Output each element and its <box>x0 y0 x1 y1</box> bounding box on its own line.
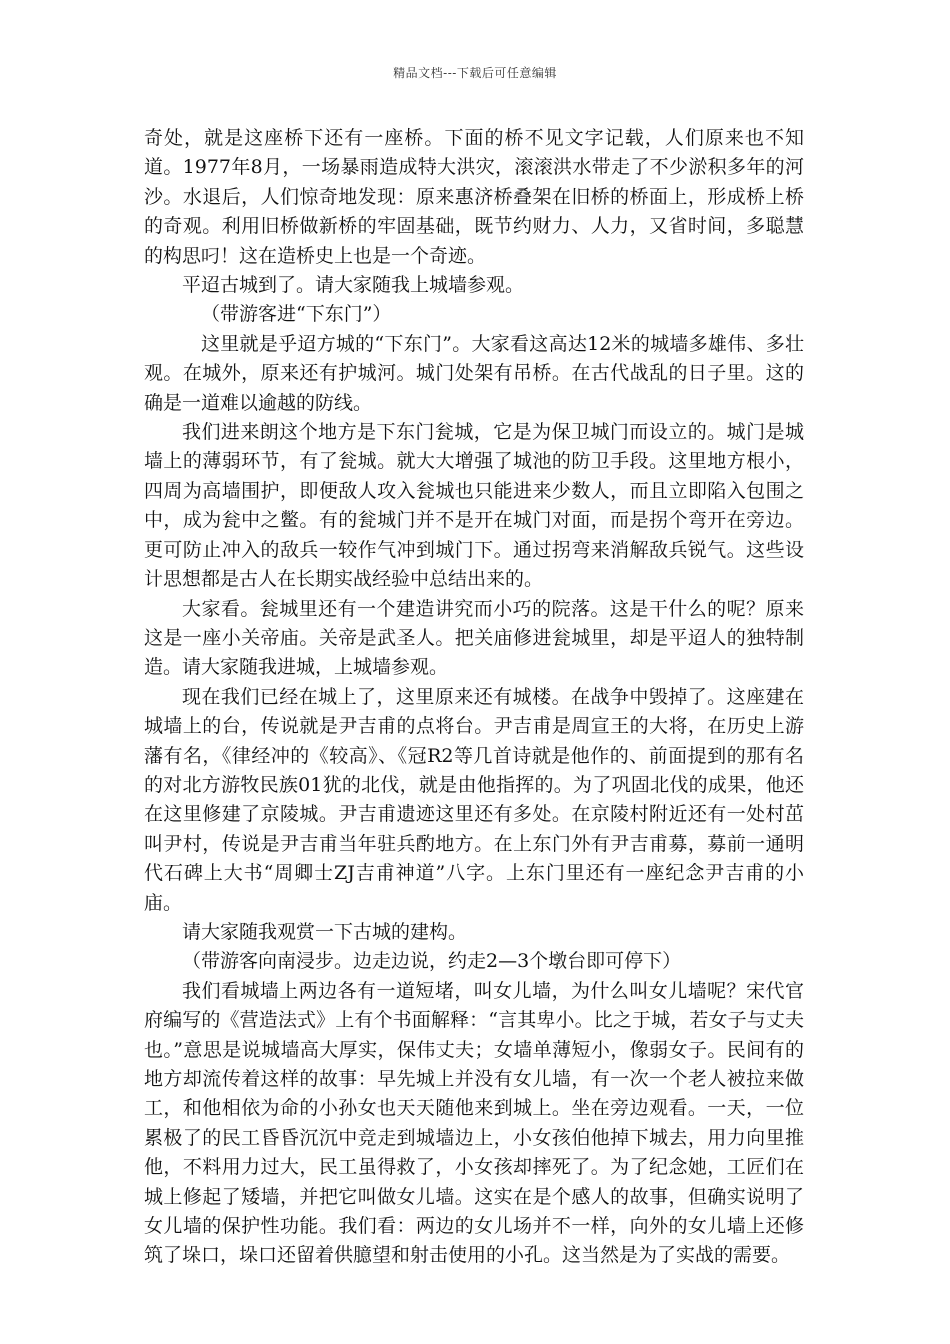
paragraph-10: 我们看城墙上两边各有一道短堵，叫女儿墙，为什么叫女儿墙呢？宋代官府编写的《营造法式》上有个书面解释：“言其卑小。比之于城，若女子与丈夫也。”意思是说城墙高大厚实，保伟丈夫；女墙单薄短小，像弱女子。民间有的地方却流传着这样的故事：早先城上并没有女儿墙，有一次一个老人被拉来做工，和他相依为命的小孙女也天天随他来到城上。坐在旁边观看。一天，一位累极了的民工昏昏沉沉中竞走到城墙边上，小女孩伯他掉下城去，用力向里推他，不料用力过大，民工虽得救了，小女孩却摔死了。为了纪念她，工匠们在城上修起了矮墙，并把它叫做女儿墙。这实在是个感人的故事，但确实说明了女儿墙的保护性功能。我们看：两边的女儿场并不一样，向外的女儿墙上还修筑了垛口，垛口还留着供臆望和射击使用的小孔。这当然是为了实战的需要。 <box>144 979 804 1267</box>
paragraph-8: 请大家随我观赏一下古城的建构。 <box>182 920 468 943</box>
paragraph-1: 奇处，就是这座桥下还有一座桥。下面的桥不见文字记载，人们原来也不知道。1977年8月，一场暴雨造成特大洪灾，滚滚洪水带走了不少淤积多年的河沙。水退后，人们惊奇地发现：原来惠济桥叠架在旧桥的桥面上，形成桥上桥的奇观。利用旧桥做新桥的牢固基础，既节约财力、人力，又省时间，多聪慧的构思叼！这在造桥史上也是一个奇迹。 <box>144 127 804 267</box>
paragraph-6: 大家看。瓮城里还有一个建造讲究而小巧的院落。这是干什么的呢？原来这是一座小关帝庙。关帝是武圣人。把关庙修进瓮城里，却是平迢人的独特制造。请大家随我进城，上城墙参观。 <box>144 597 804 679</box>
paragraph-5: 我们进来朗这个地方是下东门瓮城，它是为保卫城门而设立的。城门是城墙上的薄弱环节，有了瓮城。就大大增强了城池的防卫手段。这里地方根小，四周为高墙围护，即便敌人攻入瓮城也只能进来少数人，而且立即陷入包围之中，成为瓮中之鳖。有的瓮城门并不是开在城门对面，而是拐个弯开在旁边。更可防止冲入的敌兵一较作气冲到城门下。通过拐弯来消解敌兵锐气。这些设计思想都是古人在长期实战经验中总结出来的。 <box>144 421 804 591</box>
paragraph-4: 这里就是乎迢方城的“下东门”。大家看这高达12米的城墙多雄伟、多壮观。在城外，原来还有护城河。城门处架有吊桥。在古代战乱的日子里。这的确是一道难以逾越的防线。 <box>144 332 804 414</box>
paragraph-3: （带游客进“下东门”） <box>201 303 392 326</box>
document-body <box>144 124 804 1271</box>
paragraph-2: 平迢古城到了。请大家随我上城墙参观。 <box>182 274 525 297</box>
page-header: 精品文档---下载后可任意编辑 <box>393 66 557 80</box>
paragraph-9: （带游客向南浸步。边走边说，约走2—3个墩台即可停下） <box>182 950 682 973</box>
paragraph-7: 现在我们已经在城上了，这里原来还有城楼。在战争中毁掉了。这座建在城墙上的台，传说就是尹吉甫的点将台。尹吉甫是周宣王的大将，在历史上游藩有名，《律经冲的《较高》、《冠R2等几首诗就是他作的、前面提到的那有名的对北方游牧民族01犹的北伐，就是由他指挥的。为了巩固北伐的成果，他还在这里修建了京陵城。尹吉甫遗迹这里还有多处。在京陵村附近还有一处村茁叫尹村，传说是尹吉甫当年驻兵酌地方。在上东门外有尹吉甫募，募前一通明代石碑上大书“周卿士ZJ吉甫神道”八字。上东门里还有一座纪念尹吉甫的小庙。 <box>144 685 804 914</box>
